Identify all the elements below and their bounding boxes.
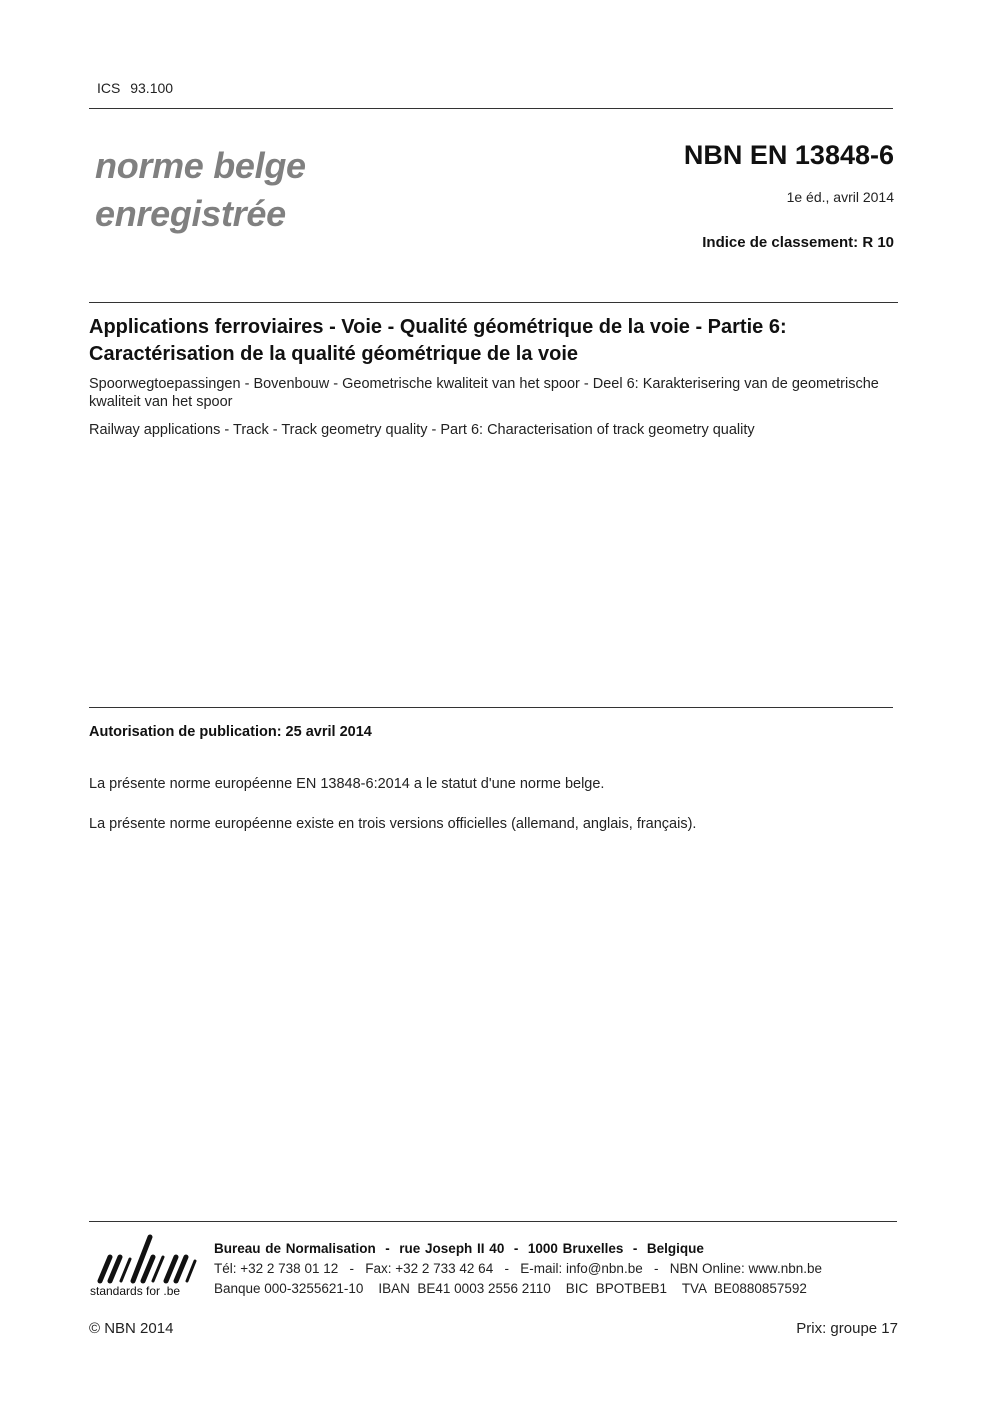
- publication-authorisation: Autorisation de publication: 25 avril 2014: [89, 724, 372, 740]
- header-divider: [89, 108, 893, 109]
- copyright: © NBN 2014: [89, 1320, 174, 1337]
- edition-info: 1e éd., avril 2014: [786, 189, 894, 205]
- status-paragraph: La présente norme européenne EN 13848-6:2014 a le statut d'une norme belge.: [89, 776, 605, 792]
- body-divider: [89, 707, 893, 708]
- footer-bank-details: Banque 000-3255621-10 IBAN BE41 0003 2556 2110 BIC BPOTBEB1 TVA BE0880857592: [214, 1281, 807, 1296]
- ics-code: ICS 93.100: [97, 80, 174, 96]
- footer-address: Bureau de Normalisation - rue Joseph II 40 - 1000 Bruxelles - Belgique: [214, 1241, 704, 1256]
- standard-number: NBN EN 13848-6: [683, 140, 894, 170]
- versions-paragraph: La présente norme européenne existe en trois versions officielles (allemand, anglais, français).: [89, 816, 697, 832]
- nbn-logo-mark: [90, 1229, 202, 1285]
- brand-heading: [95, 142, 306, 238]
- footer-contact: Tél: +32 2 738 01 12 - Fax: +32 2 733 42 64 - E-mail: info@nbn.be - NBN Online: www.nbn.be: [214, 1261, 823, 1276]
- title-french: Applications ferroviaires - Voie - Qualité géométrique de la voie - Partie 6: Caractérisation de la qualité géométrique de la voie: [89, 316, 787, 365]
- classification-index: Indice de classement: R 10: [702, 234, 894, 251]
- nbn-logo: [90, 1229, 202, 1305]
- title-english: Railway applications - Track - Track geometry quality - Part 6: Characterisation of track geometry quality: [89, 422, 755, 438]
- price-group: Prix: groupe 17: [796, 1320, 898, 1337]
- title-divider: [89, 302, 898, 303]
- logo-tagline: standards for .be: [90, 1284, 181, 1298]
- brand-line-2: enregistrée: [95, 193, 286, 234]
- footer-divider: [89, 1221, 897, 1222]
- brand-line-1: norme belge: [95, 145, 306, 186]
- title-dutch: Spoorwegtoepassingen - Bovenbouw - Geometrische kwaliteit van het spoor - Deel 6: Karakterisering van de geometrische kwaliteit van het spoor: [89, 376, 879, 410]
